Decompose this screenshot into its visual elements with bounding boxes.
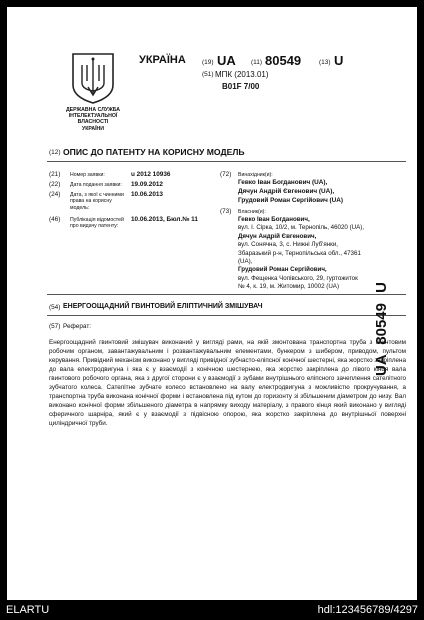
abstract-text: Енергоощадний гвинтовий змішувач виконаний у вигляді рами, на якій змонтована транспортна труба з гвинтовим робочим органом, завантажувальним і розвантажувальним елементами, бункером з шибером, приводом, пультом керування. Привідний механізм виконано у вигляді привідної зубчасто-еліпсної конічної шестерні, яка жорстко закріплена до вала електродвигуна і яка є у взаємодії з конічною шестернею, яка жорстко закріплена до лівого кінця вала гвинтового робочого органа, яка з другої сторони є у взаємодії з зубами внутрішнього еліпсного зачеплення сателітного зубчатого колеса. Сателітне зубчате колесо встановлено на валу електродвигуна з можливістю прокручування, а транспортна труба виконана конічної форми і встановлена під кутом до горизонту зі збільшеним діаметром до низу. Вал виконано конічної форми збільшеного діаметра в напрямку виходу матеріалу, з правого кінця який виконано у вигляді сферичного шарніра, який є у взаємодії з підвісною опорою, яка жорстко закріплена до внутрішньої поверхні циліндричної труби. (49, 339, 406, 427)
patent-page (7, 7, 417, 600)
owner-line: вул. І. Сірка, 10/2, м. Тернопіль, 46020 (UA), (238, 224, 365, 232)
office-line: ІНТЕЛЕКТУАЛЬНОЇ (68, 113, 118, 120)
office-line: ВЛАСНОСТІ (77, 119, 109, 126)
kind-code: U (334, 53, 344, 68)
owner-line: Гевко Іван Богданович, (238, 216, 310, 223)
owner-line: Грудовий Роман Сергійович, (238, 266, 327, 274)
abstract-label: Реферат: (63, 323, 92, 330)
inid-code-51: (51) (202, 71, 214, 78)
inventor-name: Гевко Іван Богданович (UA), (238, 179, 328, 186)
inventor-name: Дячун Андрій Євгенович (UA), (238, 188, 335, 195)
inid-code-13: (13) (319, 59, 331, 66)
inventors-label: Винахідник(и): (238, 172, 273, 178)
inid-code-22: (22) (49, 181, 61, 188)
footer-left: ELARTU (6, 604, 50, 616)
country-code: UA (217, 53, 236, 68)
owner-line: Дячун Андрій Євгенович, (238, 232, 317, 240)
owner-line: вул. Фещенка Чопівського, 29, гуртожиток (238, 274, 358, 282)
coat-of-arms-icon (70, 51, 116, 110)
inid-code-21: (21) (49, 171, 61, 178)
owner-line: (UA), (238, 258, 253, 266)
patent-number: 80549 (265, 53, 302, 68)
office-line: УКРАЇНИ (81, 125, 105, 132)
owner-line: № 4, к. 19, м. Житомир, 10002 (UA) (238, 283, 339, 291)
owners-list (238, 216, 364, 292)
filing-date-label: Дата подання заявки: (70, 182, 122, 188)
utility-model-title: ЕНЕРГООЩАДНИЙ ГВИНТОВИЙ ЕЛІПТИЧНИЙ ЗМІШУВАЧ (63, 303, 263, 310)
footer-right: hdl:123456789/4297 (317, 604, 418, 616)
office-line: ДЕРЖАВНА СЛУЖБА (65, 107, 121, 113)
inid-code-57: (57) (49, 323, 61, 330)
footer-bar (0, 600, 424, 620)
side-stamp: UA 80549 U (373, 282, 390, 376)
application-number-label: Номер заявки: (70, 172, 105, 178)
ipc-label: МПК (2013.01) (215, 70, 269, 79)
filing-date: 19.09.2012 (131, 181, 163, 188)
divider (47, 315, 406, 316)
inid-code-72: (72) (220, 171, 232, 178)
inid-code-19: (19) (202, 59, 214, 66)
application-number: u 2012 10936 (131, 171, 171, 178)
publication-info: 10.06.2013, Бюл.№ 11 (131, 216, 198, 223)
office-name (52, 107, 134, 132)
inid-code-11: (11) (251, 59, 263, 66)
divider (47, 161, 406, 162)
rights-date-label: Дата, з якої є чинними права на корисну модель: (70, 192, 124, 211)
inid-code-12: (12) (49, 149, 61, 156)
owners-label: Власник(и): (238, 209, 266, 215)
inid-code-54: (54) (49, 304, 61, 311)
country-name: УКРАЇНА (139, 54, 186, 66)
inid-code-46: (46) (49, 216, 61, 223)
owner-line: вул. Сонячна, 3, с. Нижні Луб'янки, (238, 241, 339, 249)
document-type-title: ОПИС ДО ПАТЕНТУ НА КОРИСНУ МОДЕЛЬ (63, 147, 245, 157)
inid-code-24: (24) (49, 191, 61, 198)
owner-line: Збаразький р-н, Тернопільська обл., 47361 (238, 249, 361, 257)
ipc-class: B01F 7/00 (222, 82, 260, 91)
divider (47, 294, 406, 295)
rights-date: 10.06.2013 (131, 191, 163, 198)
publication-label: Публікація відомостей про видачу патенту: (70, 217, 124, 230)
inventor-name: Грудовий Роман Сергійович (UA) (238, 197, 344, 204)
inid-code-73: (73) (220, 208, 232, 215)
